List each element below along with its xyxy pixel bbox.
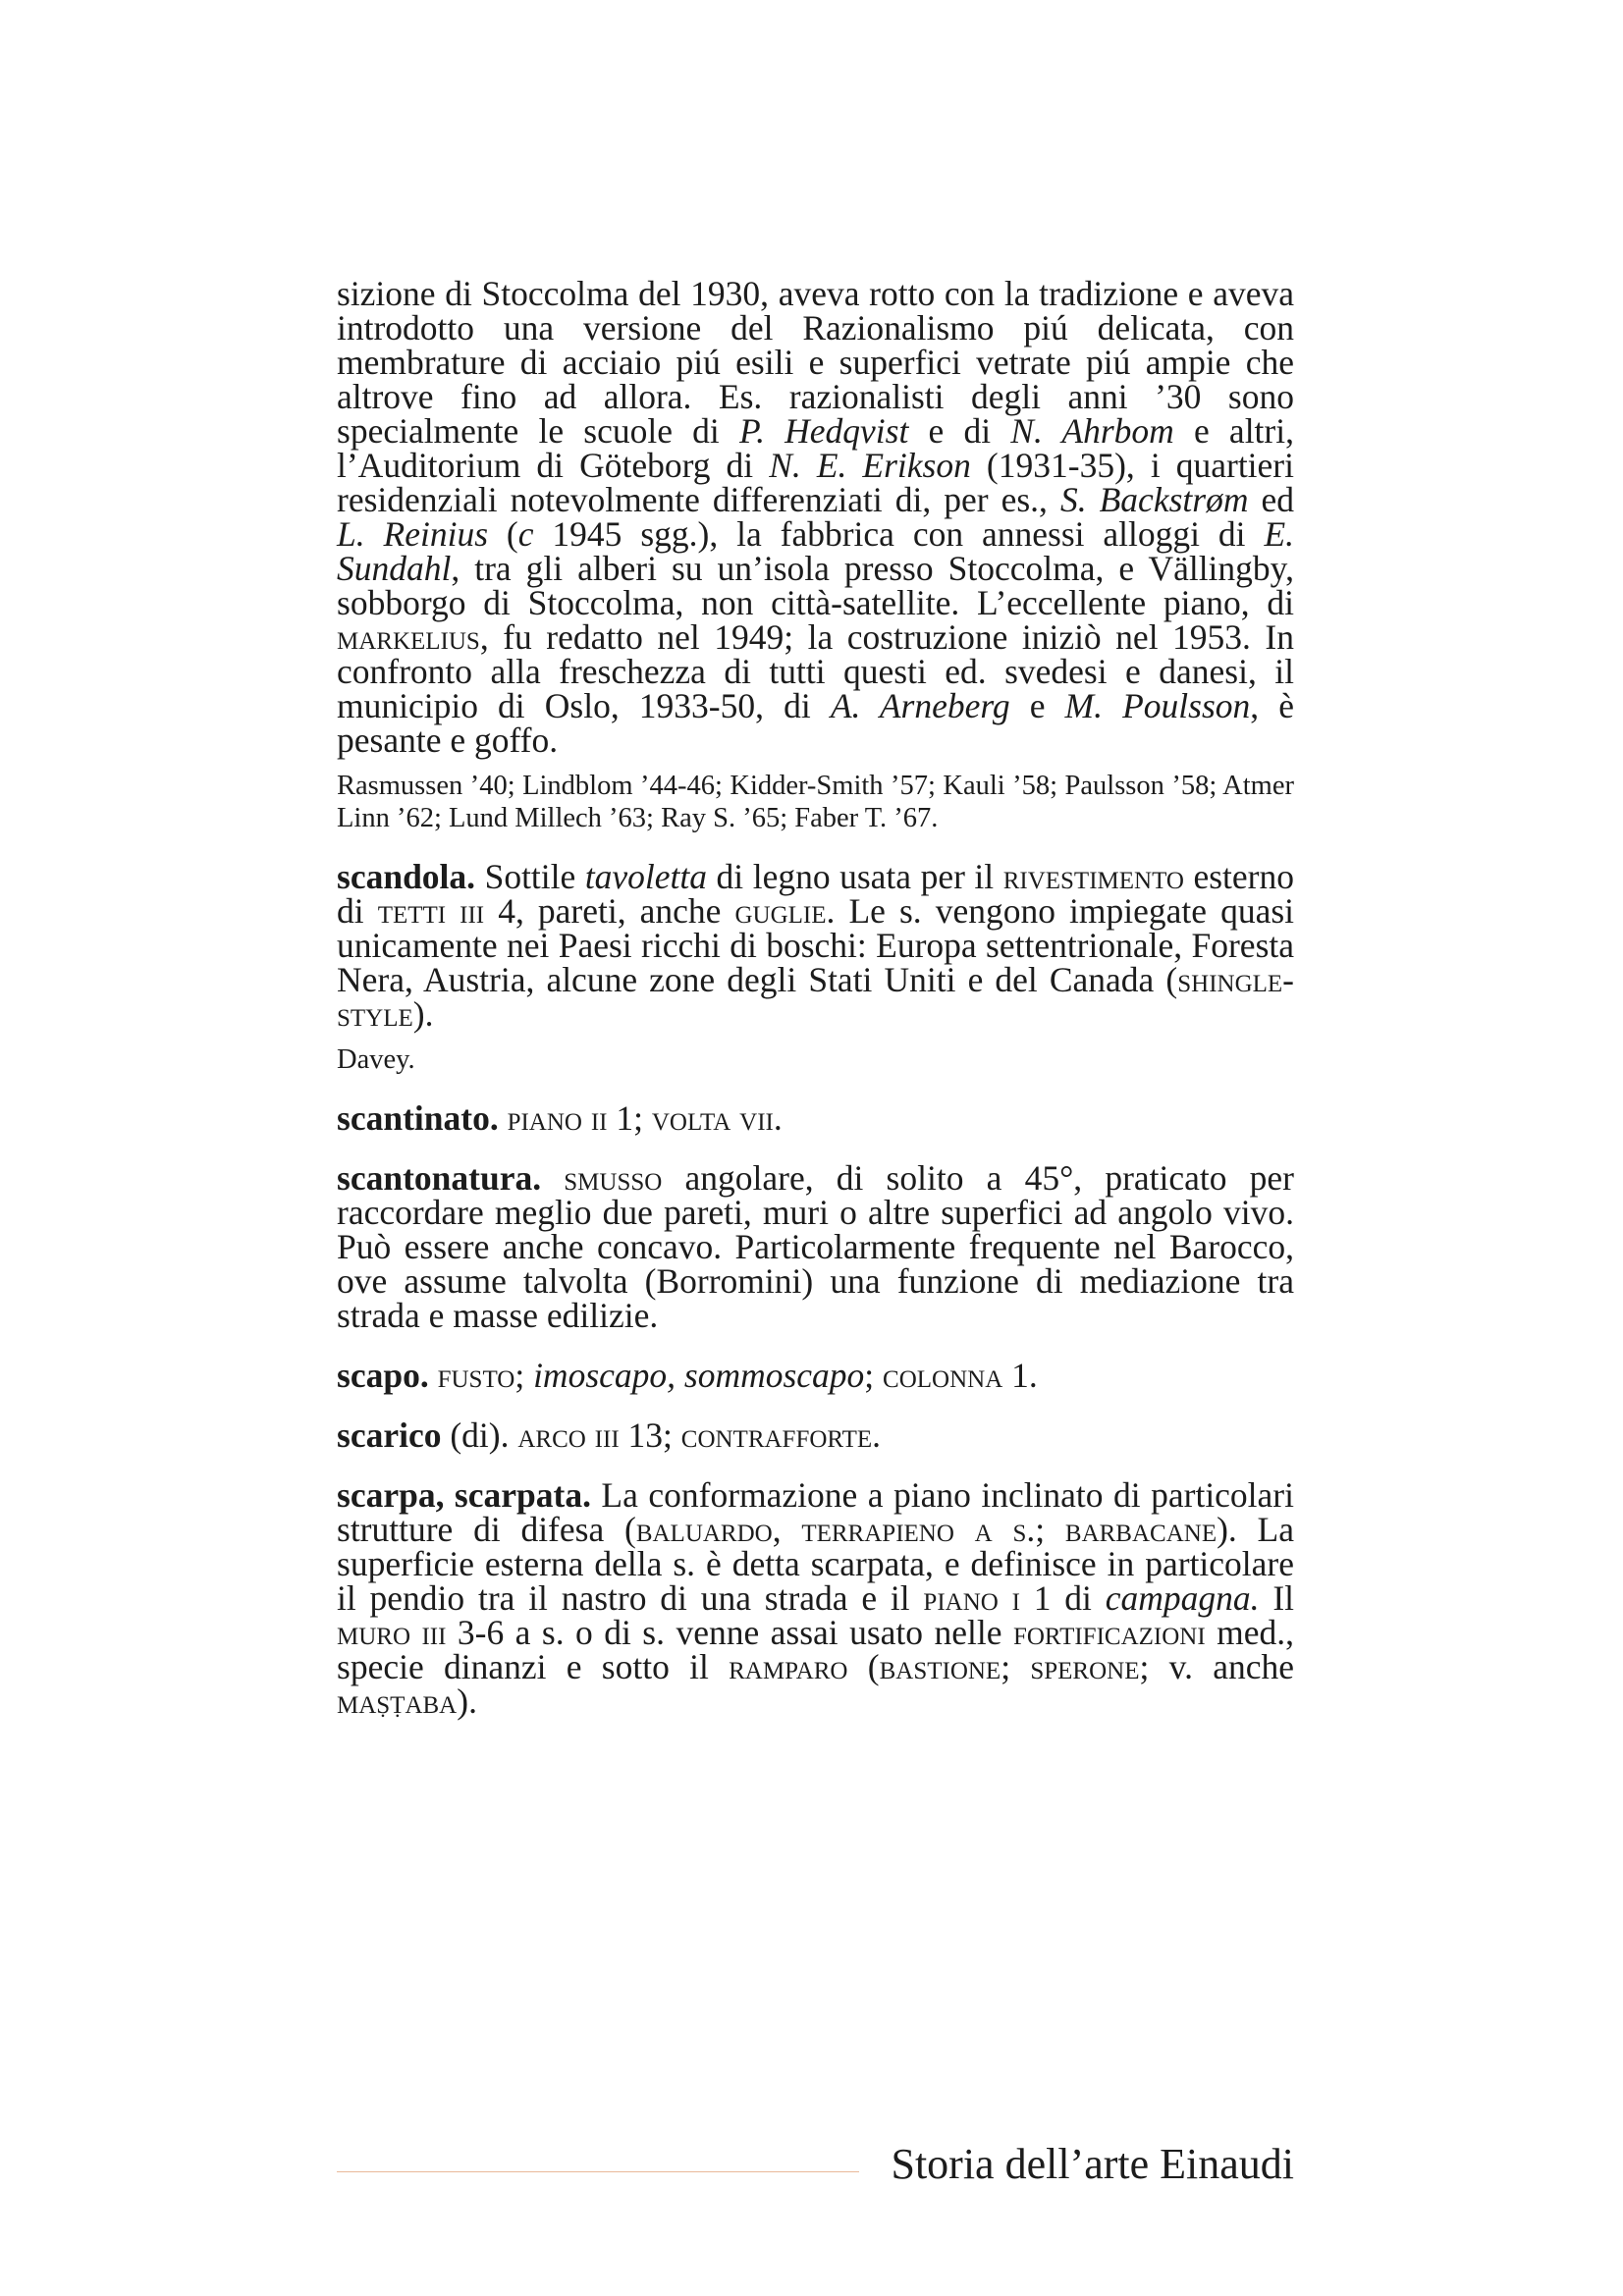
text-run: di bbox=[1051, 1578, 1106, 1618]
architect-name: E. Sundahl bbox=[337, 514, 1294, 588]
text-run: ; bbox=[864, 1356, 884, 1395]
cross-reference: muro iii 3-6 bbox=[337, 1613, 505, 1652]
bibliography: Rasmussen ’40; Lindblom ’44-46; Kidder-Smith ’57; Kauli ’58; Paulsson ’58; Atmer Linn ’62; Lund Millech ’63; Ray S. ’65; Faber T. ’67. bbox=[337, 771, 1294, 833]
cross-reference: smusso bbox=[564, 1158, 663, 1198]
italic-term: imoscapo, sommoscapo bbox=[533, 1356, 865, 1395]
cross-reference: arco iii 13; contrafforte. bbox=[517, 1415, 882, 1455]
text-run: ). La superficie esterna della s. è detta scarpata, e definisce in particolare il pendio tra il nastro di una strada e il bbox=[337, 1510, 1294, 1618]
text-run bbox=[1045, 1510, 1065, 1549]
cross-reference: piano i 1 bbox=[923, 1578, 1052, 1618]
text-run: sizione di Stoccolma del 1930, aveva rotto con la tradizione e aveva introdotto una versione del Razionalismo piú delicata, con membrature di acciaio piú esili e superfici vetrate piú ampie che altrove fino ad allora. Es. razionalisti degli anni ’30 sono specialmente le scuole di bbox=[337, 274, 1294, 451]
text-run: esterno di bbox=[337, 857, 1294, 931]
cross-reference: ramparo bbox=[729, 1647, 848, 1686]
architect-name: L. Reinius bbox=[337, 514, 489, 554]
entry-headword: scapo. bbox=[337, 1356, 429, 1395]
text-run: , è pesante e goffo. bbox=[337, 686, 1295, 760]
text-run: ( bbox=[488, 514, 518, 554]
text-run bbox=[541, 1158, 564, 1198]
text-run: , pareti, anche bbox=[514, 891, 735, 931]
text-run: , fu redatto nel 1949; la costruzione iniziò nel 1953. In confronto alla freschezza di tutti questi ed. svedesi e danesi, il municipio di Oslo, 1933-50, di bbox=[337, 617, 1294, 725]
text-run: La conformazione a piano inclinato di particolari strutture di difesa ( bbox=[337, 1475, 1294, 1549]
text-run: di legno usata per il bbox=[707, 857, 1003, 896]
cross-reference: guglie bbox=[734, 891, 827, 931]
text-run: v. anche bbox=[1149, 1647, 1294, 1686]
entry-scantonatura bbox=[337, 1158, 1295, 1335]
architect-name: P. Hedqvist bbox=[738, 411, 909, 451]
cross-reference: maṣṭaba bbox=[337, 1682, 458, 1721]
architect-name: N. E. Erikson bbox=[769, 446, 971, 485]
cross-reference: piano ii 1; volta vii. bbox=[507, 1098, 783, 1138]
text-run: 1945 sgg.), la fabbrica con annessi alloggi di bbox=[533, 514, 1265, 554]
intro-paragraph bbox=[337, 274, 1295, 760]
architect-name: M. Poulsson bbox=[1064, 686, 1251, 725]
entry-headword: scarico bbox=[337, 1415, 442, 1455]
text-run bbox=[429, 1356, 438, 1395]
cross-reference: baluardo, terrapieno a s.; bbox=[635, 1510, 1046, 1549]
text-run: ). bbox=[457, 1682, 477, 1721]
text-run: (di). bbox=[441, 1415, 518, 1455]
italic-term: tavoletta bbox=[584, 857, 708, 896]
text-run bbox=[524, 1356, 533, 1395]
cross-reference: rivestimento bbox=[1002, 857, 1184, 896]
entry-headword: scantonatura. bbox=[337, 1158, 542, 1198]
entry-scapo bbox=[337, 1356, 1294, 1395]
footer-title: Storia dell’arte Einaudi bbox=[891, 2140, 1294, 2188]
cross-reference: markelius bbox=[337, 617, 480, 657]
cross-reference: colonna 1. bbox=[883, 1356, 1038, 1395]
cross-reference: barbacane bbox=[1064, 1510, 1217, 1549]
text-run: . Le s. vengono impiegate quasi unicamente nei Paesi ricchi di boschi: Europa settentrionale, Foresta Nera, Austria, alcune zone degli Stati Uniti e del Canada ( bbox=[337, 891, 1294, 999]
bibliography: Davey. bbox=[337, 1044, 415, 1075]
text-run: (1931-35), i quartieri residenziali notevolmente differenziati di, per es., bbox=[337, 446, 1294, 519]
entry-scandola bbox=[337, 857, 1294, 1034]
text-run: , tra gli alberi su un’isola presso Stoccolma, e Vällingby, sobborgo di Stoccolma, non città-satellite. L’eccellente piano, di bbox=[337, 549, 1294, 622]
cross-reference: fusto; bbox=[437, 1356, 525, 1395]
cross-reference: shingle-style bbox=[337, 960, 1294, 1034]
text-run: a s. o di s. venne assai usato nelle bbox=[504, 1613, 1013, 1652]
architect-name: N. Ahrbom bbox=[1010, 411, 1174, 451]
entry-headword: scarpa, scarpata. bbox=[337, 1475, 591, 1515]
cross-reference: bastione; sperone; bbox=[879, 1647, 1150, 1686]
entry-scantinato bbox=[337, 1098, 1294, 1138]
text-run: Sottile bbox=[475, 857, 585, 896]
text-run: ( bbox=[847, 1647, 880, 1686]
text-run: angolare, di solito a 45°, praticato per raccordare meglio due pareti, muri o altre superfici ad angolo vivo. Può essere anche concavo. Particolarmente frequente nel Barocco, ove assume talvolta (Borromini) una funzione di mediazione tra strada e masse edilizie. bbox=[337, 1158, 1295, 1335]
cross-reference: fortificazioni bbox=[1012, 1613, 1206, 1652]
cross-reference: tetti iii 4 bbox=[377, 891, 515, 931]
text-run: e di bbox=[908, 411, 1011, 451]
footer-rule bbox=[337, 2171, 859, 2172]
text-run: ). bbox=[412, 994, 434, 1034]
page-content bbox=[337, 274, 1295, 1721]
circa-mark: c bbox=[517, 514, 534, 554]
architect-name: S. Backstrøm bbox=[1059, 480, 1249, 519]
text-run: e bbox=[1009, 686, 1065, 725]
text-run: Il bbox=[1259, 1578, 1295, 1618]
entry-headword: scandola. bbox=[337, 857, 476, 896]
architect-name: A. Arneberg bbox=[830, 686, 1010, 725]
italic-term: campagna. bbox=[1105, 1578, 1260, 1618]
text-run: med., specie dinanzi e sotto il bbox=[337, 1613, 1294, 1686]
entry-scarico bbox=[337, 1415, 1294, 1455]
text-run: ed bbox=[1248, 480, 1294, 519]
text-run: e altri, l’Auditorium di Göteborg di bbox=[337, 411, 1294, 485]
entry-headword: scantinato. bbox=[337, 1098, 499, 1138]
text-run bbox=[499, 1098, 508, 1138]
entry-scarpa bbox=[337, 1475, 1295, 1721]
